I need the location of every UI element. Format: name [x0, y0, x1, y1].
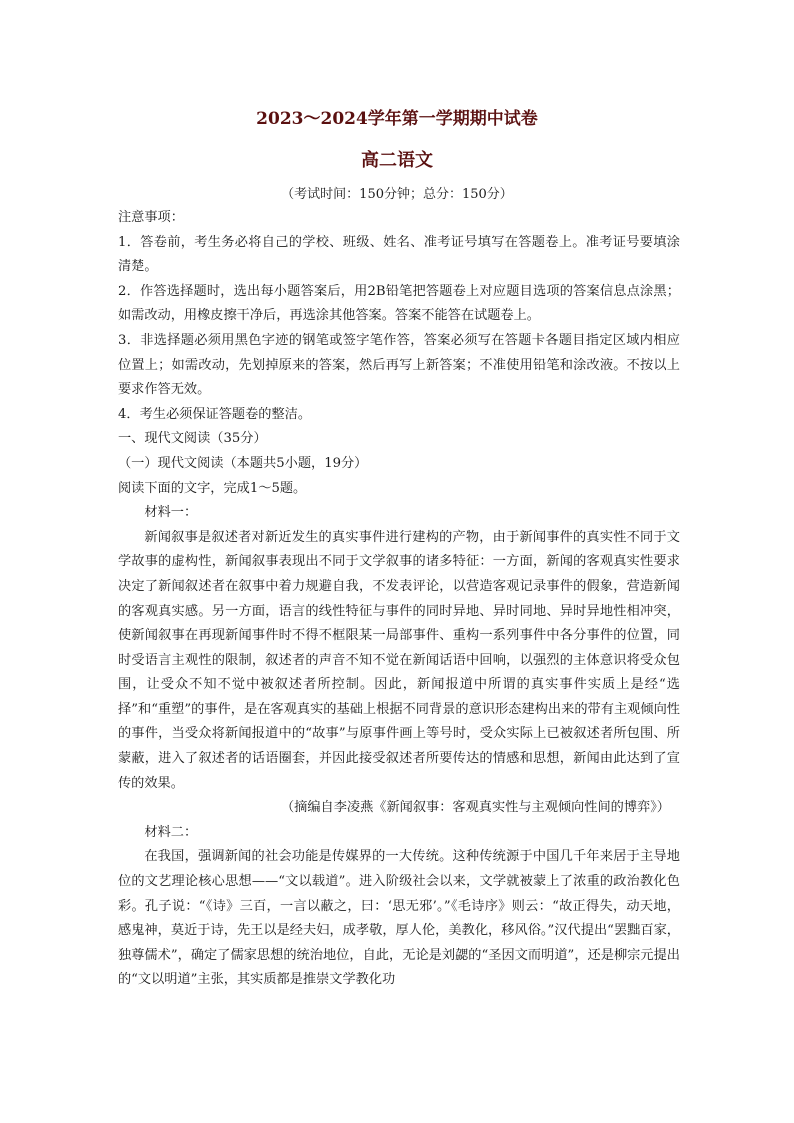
section-heading: 一、现代文阅读（35分） [118, 431, 267, 447]
exam-body [118, 206, 680, 993]
material2-label: 材料二： [144, 824, 198, 840]
exam-subject: 高二语文 [361, 150, 433, 171]
reading-instruction: 阅读下面的文字，完成1～5题。 [118, 480, 307, 496]
notice-item: 2．作答选择题时，选出每小题答案后，用2B铅笔把答题卷上对应题目选项的答案信息点涂黑；如需改动，用橡皮擦干净后，再选涂其他答案。答案不能答在试题卷上。 [118, 283, 680, 324]
subsection-heading: （一）现代文阅读（本题共5小题，19分） [118, 455, 368, 471]
exam-time-info: （考试时间：150分钟；总分：150分） [281, 187, 513, 202]
exam-title: 2023～2024学年第一学期期中试卷 [256, 109, 538, 129]
material2-text: 在我国，强调新闻的社会功能是传媒界的一大传统。这种传统源于中国几千年来居于主导地位的文艺理论核心思想——“文以载道”。进入阶级社会以来，文学就被蒙上了浓重的政治教化色彩。孔子说：“《诗》三百，一言以蔽之，曰：‘思无邪’。”《毛诗序》则云：“故正得失，动天地，感鬼神，莫近于诗，先王以是经夫妇，成孝敬，厚人伦，美教化，移风俗。”汉代提出“罢黜百家，独尊儒术”，确定了儒家思想的统治地位，自此，无论是刘勰的“圣因文而明道”，还是柳宗元提出的“文以明道”主张，其实质都是推崇文学教化功 [118, 849, 680, 988]
notice-item: 1．答卷前，考生务必将自己的学校、班级、姓名、准考证号填写在答题卷上。准考证号要填涂清楚。 [118, 234, 680, 275]
material1-text: 新闻叙事是叙述者对新近发生的真实事件进行建构的产物，由于新闻事件的真实性不同于文学故事的虚构性，新闻叙事表现出不同于文学叙事的诸多特征：一方面，新闻的客观真实性要求决定了新闻叙述者在叙事中着力规避自我，不发表评论，以营造客观记录事件的假象，营造新闻的客观真实感。另一方面，语言的线性特征与事件的同时异地、异时同地、异时异地性相冲突，使新闻叙事在再现新闻事件时不得不框限某一局部事件、重构一系列事件中各分事件的位置，同时受语言主观性的限制，叙述者的声音不知不觉在新闻话语中回响，以强烈的主体意识将受众包围，让受众不知不觉中被叙述者所控制。因此，新闻报道中所谓的真实事件实质上是经“选择”和“重塑”的事件，是在客观真实的基础上根据不同背景的意识形态建构出来的带有主观倾向性的事件，当受众将新闻报道中的“故事”与原事件画上等号时，受众实际上已被叙述者所包围、所蒙蔽，进入了叙述者的话语圈套，并因此接受叙述者所要传达的情感和思想，新闻由此达到了宣传的效果。 [118, 529, 680, 791]
notice-item: 3．非选择题必须用黑色字迹的钢笔或签字笔作答，答案必须写在答题卡各题目指定区域内相应位置上；如需改动，先划掉原来的答案，然后再写上新答案；不准使用铅笔和涂改液。不按以上要求作答无效。 [118, 332, 680, 398]
material1-source: （摘编自李凌燕《新闻叙事：客观真实性与主观倾向性间的博弈》） [280, 800, 670, 816]
material1-label: 材料一： [144, 505, 198, 521]
notice-item: 4．考生必须保证答题卷的整洁。 [118, 406, 312, 422]
notice-heading: 注意事项： [118, 210, 184, 225]
